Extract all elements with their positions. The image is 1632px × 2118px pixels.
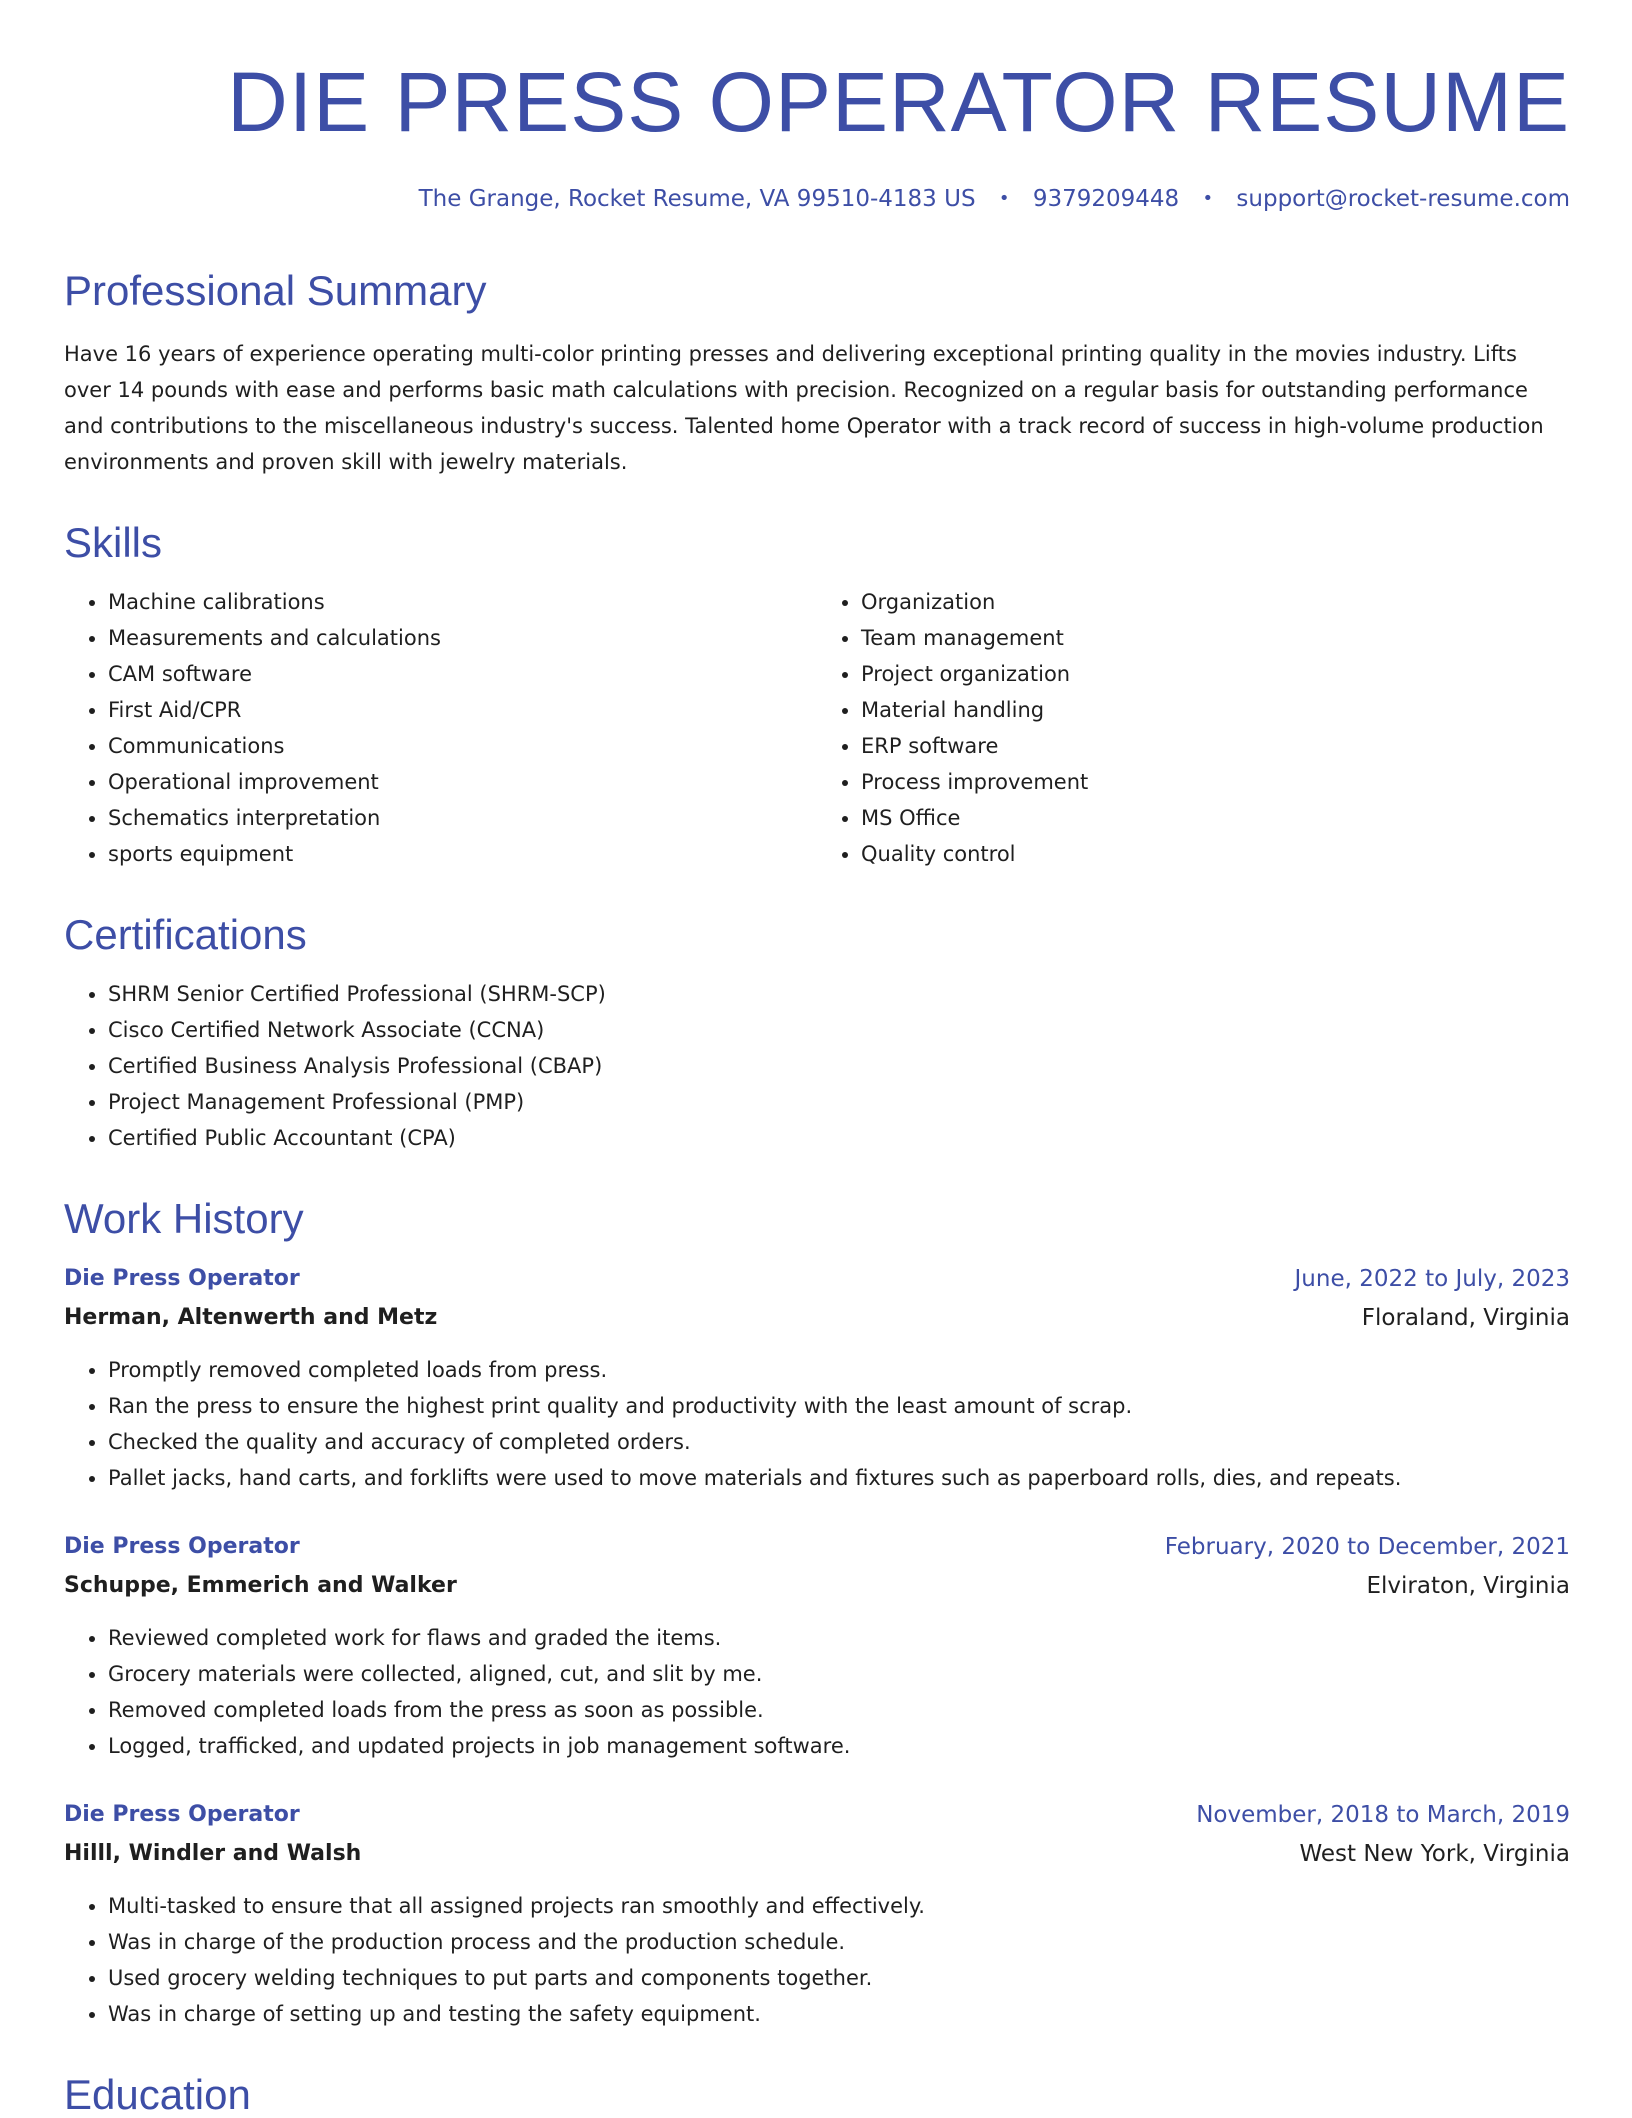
skill-item: • Process improvement [861,764,1570,800]
skill-item: • sports equipment [108,836,817,872]
job-company-row [64,1834,1570,1874]
summary-heading: Professional Summary [64,267,487,314]
skill-item: • Communications [108,728,817,764]
job-dates: June, 2022 to July, 2023 [1294,1266,1570,1292]
job-dates: February, 2020 to December, 2021 [1164,1534,1570,1560]
contact-phone: 9379209448 [1032,186,1180,212]
job-location: Floraland, Virginia [1361,1305,1570,1331]
contact-address: The Grange, Rocket Resume, VA 99510-4183 US [418,186,976,212]
work-history-heading: Work History [64,1195,304,1242]
skills-list-right [817,584,1570,872]
contact-separator: • [998,188,1010,209]
job-title: Die Press Operator [64,1266,300,1291]
job-entry [64,1260,1570,1496]
job-location: West New York, Virginia [1299,1841,1570,1867]
skills-list-left [64,584,817,872]
certification-item: • Certified Public Accountant (CPA) [108,1120,1570,1156]
resume-page [64,0,1570,2116]
skill-item: • Project organization [861,656,1570,692]
job-bullet: • Pallet jacks, hand carts, and forklifts were used to move materials and fixtures such as paperboard rolls, dies, and repeats. [108,1460,1570,1496]
job-header-row [64,1796,1570,1834]
job-dates: November, 2018 to March, 2019 [1196,1802,1570,1828]
skill-item: • Measurements and calculations [108,620,817,656]
job-company: Schuppe, Emmerich and Walker [64,1573,457,1598]
skill-item: • Operational improvement [108,764,817,800]
skill-item: • CAM software [108,656,817,692]
job-header-row [64,1260,1570,1298]
job-company-row [64,1298,1570,1338]
skill-item: • Machine calibrations [108,584,817,620]
skill-item: • Schematics interpretation [108,800,817,836]
skill-item: • Organization [861,584,1570,620]
job-bullet: • Grocery materials were collected, aligned, cut, and slit by me. [108,1656,1570,1692]
job-company: Herman, Altenwerth and Metz [64,1305,438,1330]
contact-separator: • [1202,188,1214,209]
job-bullet: • Checked the quality and accuracy of completed orders. [108,1424,1570,1460]
job-entry [64,1796,1570,2032]
job-bullets [64,1888,1570,2032]
skills-columns [64,584,1570,872]
skill-item: • Team management [861,620,1570,656]
job-bullets [64,1352,1570,1496]
certification-item: • Cisco Certified Network Associate (CCNA) [108,1012,1570,1048]
certification-item: • SHRM Senior Certified Professional (SHRM-SCP) [108,976,1570,1012]
job-company: Hilll, Windler and Walsh [64,1841,362,1866]
job-bullet: • Logged, trafficked, and updated projects in job management software. [108,1728,1570,1764]
skill-item: • First Aid/CPR [108,692,817,728]
job-bullet: • Ran the press to ensure the highest print quality and productivity with the least amount of scrap. [108,1388,1570,1424]
skill-item: • Quality control [861,836,1570,872]
job-bullet: • Promptly removed completed loads from press. [108,1352,1570,1388]
job-entry [64,1528,1570,1764]
job-title: Die Press Operator [64,1802,300,1827]
job-bullets [64,1620,1570,1764]
certifications-heading: Certifications [64,911,307,958]
certifications-list [64,976,1570,1156]
contact-line [64,186,1570,212]
education-heading: Education [64,2071,251,2118]
summary-text: Have 16 years of experience operating multi-color printing presses and delivering exceptional printing quality in the movies industry. Lifts over 14 pounds with ease and performs basic math calculations with precision. Recognized on a regular basis for outstanding performance and contributions to the miscellaneous industry's success. Talented home Operator with a track record of success in high-volume production environments and proven skill with jewelry materials. [64,342,1544,474]
job-company-row [64,1566,1570,1606]
certification-item: • Project Management Professional (PMP) [108,1084,1570,1120]
skill-item: • Material handling [861,692,1570,728]
job-title: Die Press Operator [64,1534,300,1559]
job-bullet: • Was in charge of setting up and testing the safety equipment. [108,1996,1570,2032]
resume-title: DIE PRESS OPERATOR RESUME [227,55,1570,149]
skills-heading: Skills [64,519,163,566]
job-bullet: • Was in charge of the production process and the production schedule. [108,1924,1570,1960]
job-location: Elviraton, Virginia [1366,1573,1570,1599]
certification-item: • Certified Business Analysis Professional (CBAP) [108,1048,1570,1084]
skill-item: • ERP software [861,728,1570,764]
job-bullet: • Reviewed completed work for flaws and graded the items. [108,1620,1570,1656]
job-bullet: • Removed completed loads from the press as soon as possible. [108,1692,1570,1728]
contact-email[interactable]: support@rocket-resume.com [1236,186,1570,212]
job-bullet: • Used grocery welding techniques to put parts and components together. [108,1960,1570,1996]
job-bullet: • Multi-tasked to ensure that all assigned projects ran smoothly and effectively. [108,1888,1570,1924]
skill-item: • MS Office [861,800,1570,836]
job-header-row [64,1528,1570,1566]
